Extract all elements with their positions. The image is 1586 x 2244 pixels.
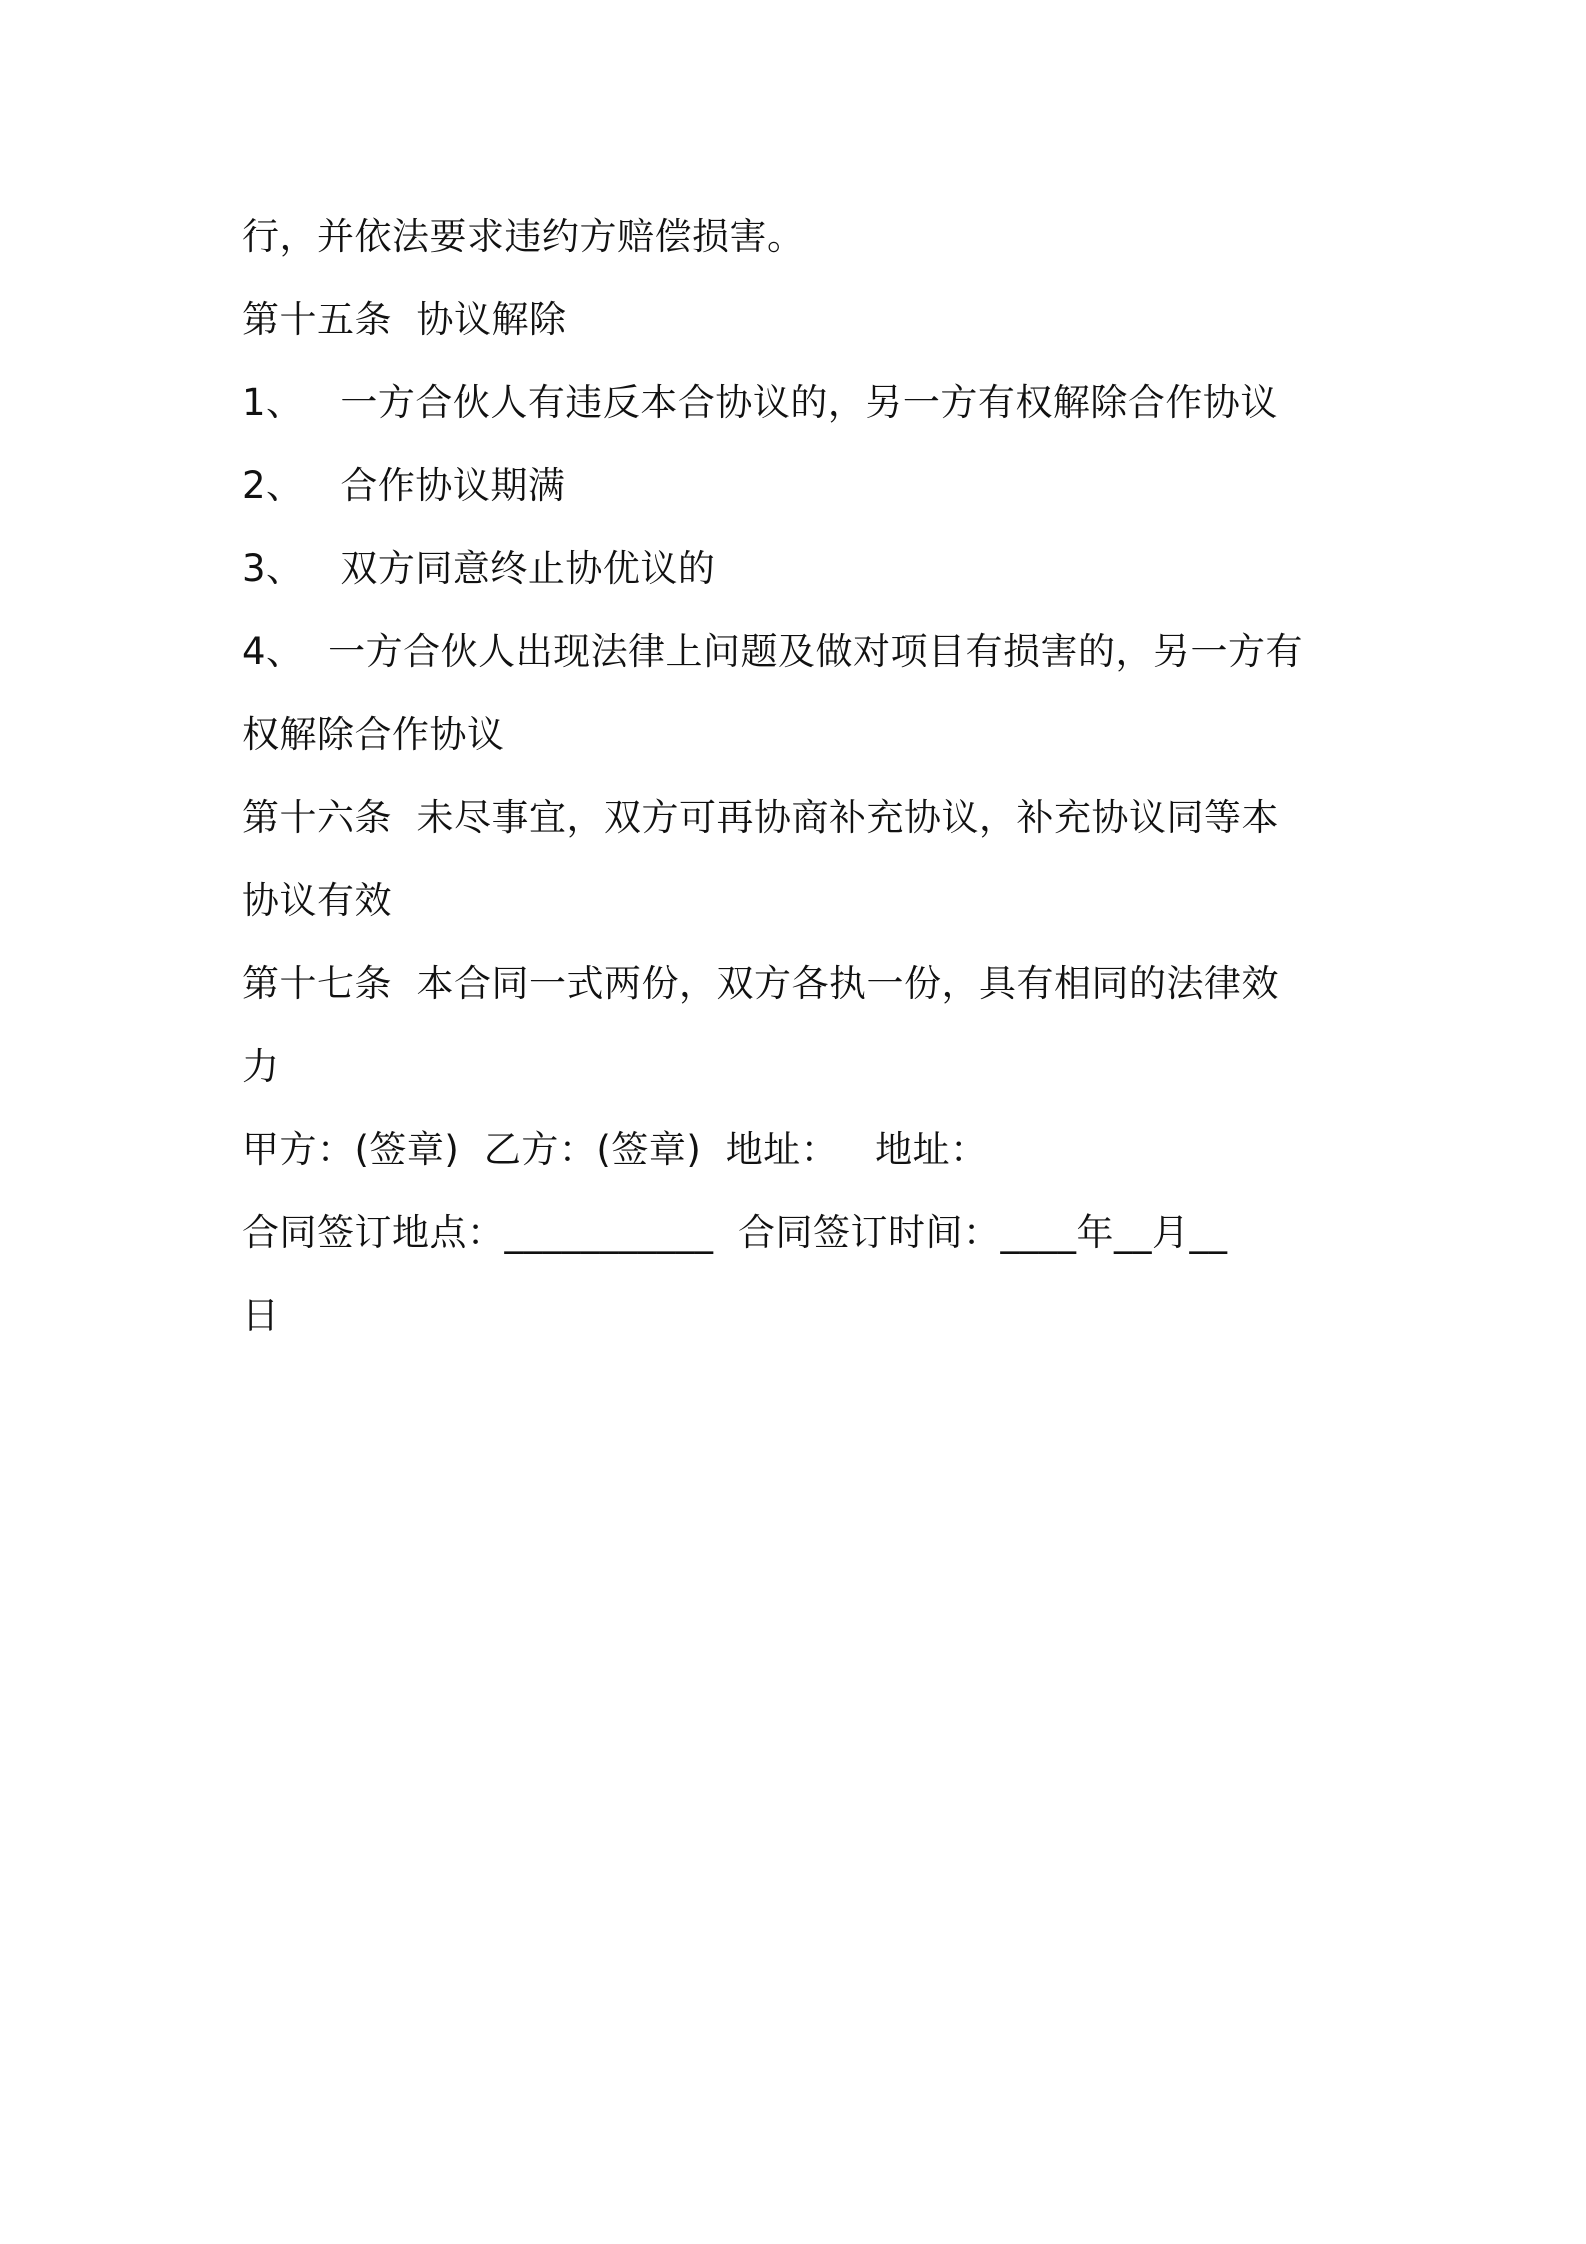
- article-16-continued: 协议有效: [242, 879, 392, 922]
- signing-place-date-line: 合同签订地点：___________ 合同签订时间：____年__月__: [242, 1211, 1228, 1254]
- article-15-heading: 第十五条 协议解除: [242, 298, 567, 341]
- signature-parties-line: 甲方：(签章) 乙方：(签章) 地址： 地址：: [242, 1128, 988, 1171]
- article-17: 第十七条 本合同一式两份，双方各执一份，具有相同的法律效: [242, 962, 1280, 1005]
- article-16: 第十六条 未尽事宜，双方可再协商补充协议，补充协议同等本: [242, 796, 1280, 839]
- article-15-item-3: 3、 双方同意终止协优议的: [242, 547, 716, 590]
- document-body: [242, 195, 1362, 1357]
- article-15-item-1: 1、 一方合伙人有违反本合协议的，另一方有权解除合作协议: [242, 381, 1278, 424]
- signing-date-continued: 日: [242, 1294, 280, 1337]
- article-15-item-4-continued: 权解除合作协议: [242, 713, 505, 756]
- article-15-item-2: 2、 合作协议期满: [242, 464, 566, 507]
- text-line-continuation: 行，并依法要求违约方赔偿损害。: [242, 215, 805, 258]
- article-15-item-4: 4、 一方合伙人出现法律上问题及做对项目有损害的，另一方有: [242, 630, 1304, 673]
- article-17-continued: 力: [242, 1045, 280, 1088]
